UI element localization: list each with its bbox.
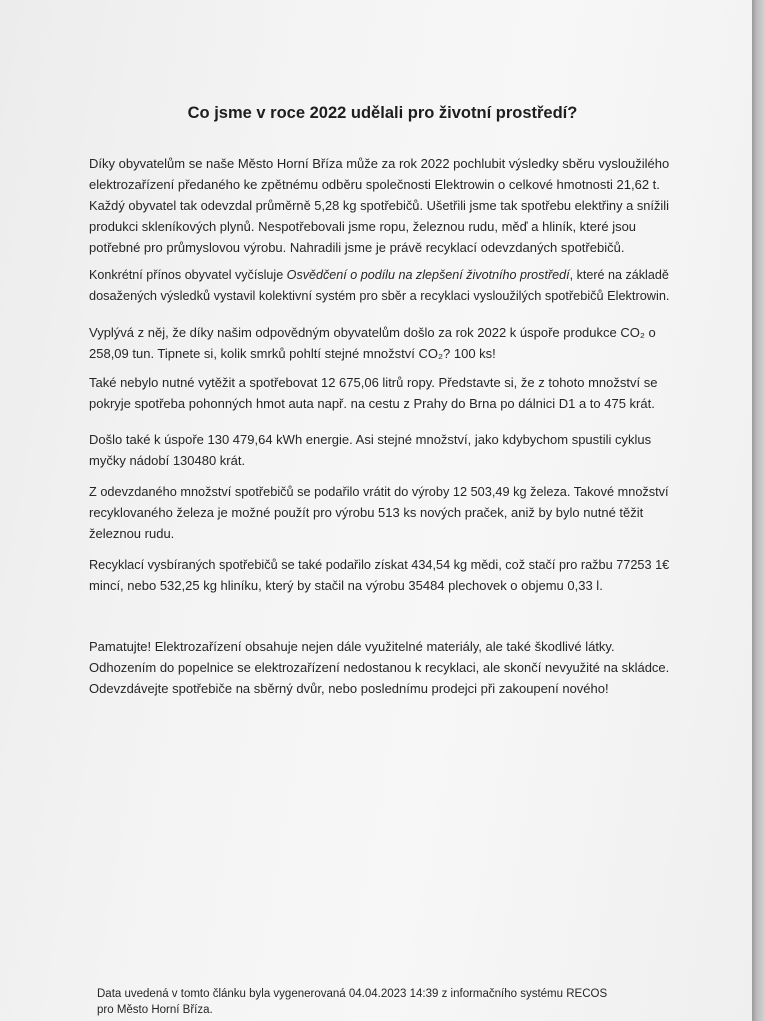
document-title: Co jsme v roce 2022 udělali pro životní prostředí?	[187, 104, 578, 122]
text-segment: Konkrétní přínos obyvatel vyčísluje	[89, 267, 287, 282]
text-line: recyklovaného železa je možné použít pro výrobu 513 ks nových praček, aniž by bylo nutné těžit	[89, 505, 644, 520]
text-line: Došlo také k úspoře 130 479,64 kWh energie. Asi stejné množství, jako kdybychom spustili cyklus	[89, 432, 652, 447]
paragraph-energy	[89, 429, 669, 471]
data-source-footer	[97, 986, 657, 1018]
text-line: myčky nádobí 130480 krát.	[89, 453, 246, 468]
text-line	[89, 264, 669, 285]
paragraph-collection-results	[89, 153, 669, 258]
text-line: Odhozením do popelnice se elektrozařízení nedostanou k recyklaci, ale skončí nevyužité na skládce.	[89, 660, 670, 675]
text-line: Díky obyvatelům se naše Město Horní Bříza může za rok 2022 pochlubit výsledky sběru vysloužilého	[89, 156, 670, 171]
certificate-name: Osvědčení o podílu na zlepšení životního prostředí	[286, 267, 570, 282]
text-line: pokryje spotřeba pohonných hmot auta např. na cestu z Prahy do Brna po dálnici D1 a to 475 krát.	[89, 396, 655, 411]
text-line: Data uvedená v tomto článku byla vygenerovaná 04.04.2023 14:39 z informačního systému RECOS	[97, 988, 608, 1000]
text-segment: , které na základě	[569, 267, 669, 282]
paragraph-oil	[89, 372, 669, 414]
text-line: dosažených výsledků vystavil kolektivní systém pro sběr a recyklaci vysloužilých spotřebičů Elektrowin.	[89, 288, 670, 303]
paragraph-iron	[89, 481, 669, 544]
text-line: Každý obyvatel tak odevzdal průměrně 5,28 kg spotřebičů. Ušetřili jsme tak spotřebu elektřiny a snížili	[89, 198, 670, 213]
text-line: Odevzdávejte spotřebiče na sběrný dvůr, nebo poslednímu prodejci při zakoupení nového!	[89, 681, 609, 696]
text-line: pro Město Horní Bříza.	[97, 1004, 213, 1016]
text-line: 258,09 tun. Tipnete si, kolik smrků pohltí stejné množství CO₂? 100 ks!	[89, 346, 496, 361]
paragraph-copper-aluminium	[89, 554, 669, 596]
paragraph-reminder	[89, 636, 669, 699]
text-line: Pamatujte! Elektrozařízení obsahuje nejen dále využitelné materiály, ale také škodlivé látky.	[89, 639, 615, 654]
text-line: mincí, nebo 532,25 kg hliníku, který by stačil na výrobu 35484 plechovek o objemu 0,33 l.	[89, 578, 603, 593]
text-line: Recyklací vysbíraných spotřebičů se také podařilo získat 434,54 kg mědi, což stačí pro ražbu 77253 1€	[89, 557, 670, 572]
paragraph-certificate	[89, 264, 669, 306]
text-line: elektrozařízení předaného ke zpětnému odběru společnosti Elektrowin o celkové hmotnosti 21,62 t.	[89, 177, 660, 192]
text-line: Také nebylo nutné vytěžit a spotřebovat 12 675,06 litrů ropy. Představte si, že z tohoto množství se	[89, 375, 658, 390]
page-edge-shadow	[752, 0, 765, 1021]
text-line: produkci skleníkových plynů. Nespotřebovali jsme ropu, železnou rudu, měď a hliník, které jsou	[89, 219, 637, 234]
text-line: Vyplývá z něj, že díky našim odpovědným obyvatelům došlo za rok 2022 k úspoře produkce CO₂ o	[89, 325, 656, 340]
text-line: potřebné pro průmyslovou výrobu. Nahradili jsme je právě recyklací odevzdaných spotřebičů.	[89, 240, 625, 255]
text-line: železnou rudu.	[89, 526, 175, 541]
text-line: Z odevzdaného množství spotřebičů se podařilo vrátit do výroby 12 503,49 kg železa. Takové množství	[89, 484, 669, 499]
paragraph-co2	[89, 322, 669, 364]
